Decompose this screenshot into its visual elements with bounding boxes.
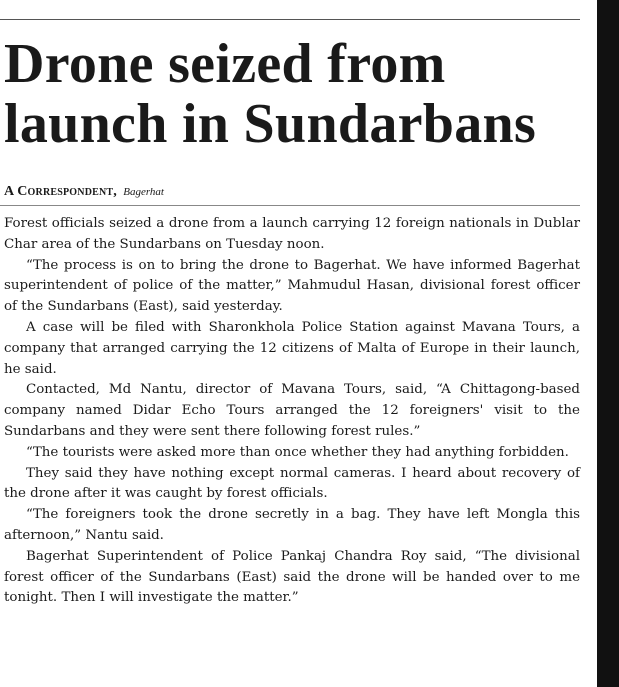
page-edge-bar (597, 0, 619, 687)
paragraph-1: Forest officials seized a drone from a launch carrying 12 foreign nationals in Dublar Char area of the Sundarbans on Tuesday noon. (4, 216, 580, 252)
paragraph-7: “The foreigners took the drone secretly in a bag. They have left Mongla this afternoon,” Nantu said. (4, 507, 580, 543)
paragraph-3: A case will be filed with Sharonkhola Police Station against Mavana Tours, a company that arranged carrying the 12 citizens of Malta of Europe in their launch, he said. (4, 319, 580, 377)
byline-divider (0, 205, 580, 206)
headline: Drone seized from launch in Sundarbans (4, 33, 537, 155)
paragraph-8: Bagerhat Superintendent of Police Pankaj Chandra Roy said, “The divisional forest officer of the Sundarbans (East) said the drone will be handed over to me tonight. Then I will investigate the matter.” (4, 548, 580, 606)
byline-author: A Correspondent, (4, 184, 117, 199)
paragraph-4: Contacted, Md Nantu, director of Mavana Tours, said, “A Chittagong-based company named Didar Echo Tours arranged the 12 foreigners' visit to the Sundarbans and they were sent there following forest rules.” (4, 382, 580, 439)
byline (4, 183, 164, 200)
top-divider (0, 19, 580, 20)
paragraph-2: “The process is on to bring the drone to Bagerhat. We have informed Bagerhat superintendent of police of the matter,” Mahmudul Hasan, divisional forest officer of the Sundarbans (East), said yesterday. (4, 257, 580, 315)
byline-location: Bagerhat (123, 186, 164, 198)
paragraph-5: “The tourists were asked more than once whether they had anything forbidden. (26, 444, 569, 460)
article-body (4, 214, 580, 609)
paragraph-6: They said they have nothing except normal cameras. I heard about recovery of the drone after it was caught by forest officials. (4, 465, 580, 502)
